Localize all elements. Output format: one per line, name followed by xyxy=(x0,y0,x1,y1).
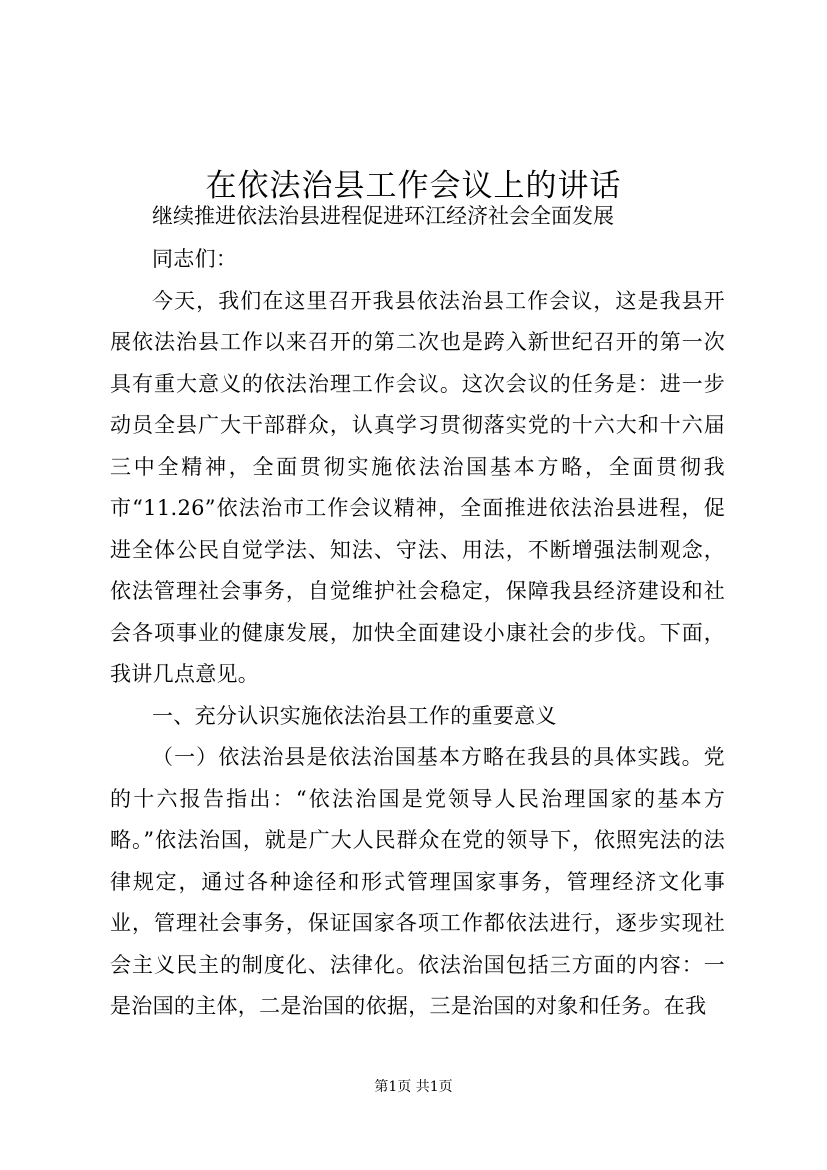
page-footer: 第1页 共1页 xyxy=(374,1079,453,1095)
document-title: 在依法治县工作会议上的讲话 xyxy=(205,167,622,204)
salutation-paragraph: 同志们： xyxy=(152,247,238,271)
body-paragraph: 今天，我们在这里召开我县依法治县工作会议，这是我县开展依法治县工作以来召开的第二次也是跨入新世纪召开的第一次具有重大意义的依法治理工作会议。这次会议的任务是：进一步动员全县广大干部群众，认真学习贯彻落实党的十六大和十六届三中全精神，全面贯彻实施依法治国基本方略，全面贯彻我市“11.26”依法治市工作会议精神，全面推进依法治县进程，促进全体公民自觉学法、知法、守法、用法，不断增强法制观念，依法管理社会事务，自觉维护社会稳定，保障我县经济建设和社会各项事业的健康发展，加快全面建设小康社会的步伐。下面，我讲几点意见。 xyxy=(110,288,725,686)
body-paragraph: （一）依法治县是依法治国基本方略在我县的具体实践。党的十六报告指出：“依法治国是党领导人民治理国家的基本方略。”依法治国，就是广大人民群众在党的领导下，依照宪法的法律规定，通过各种途径和形式管理国家事务，管理经济文化事业，管理社会事务，保证国家各项工作都依法进行，逐步实现社会主义民主的制度化、法律化。依法治国包括三方面的内容：一是治国的主体，二是治国的依据，三是治国的对象和任务。在我 xyxy=(110,745,725,1018)
section-heading: 一、充分认识实施依法治县工作的重要意义 xyxy=(152,703,557,728)
document-subtitle: 继续推进依法治县进程促进环江经济社会全面发展 xyxy=(152,204,614,228)
document-body xyxy=(110,239,725,1028)
